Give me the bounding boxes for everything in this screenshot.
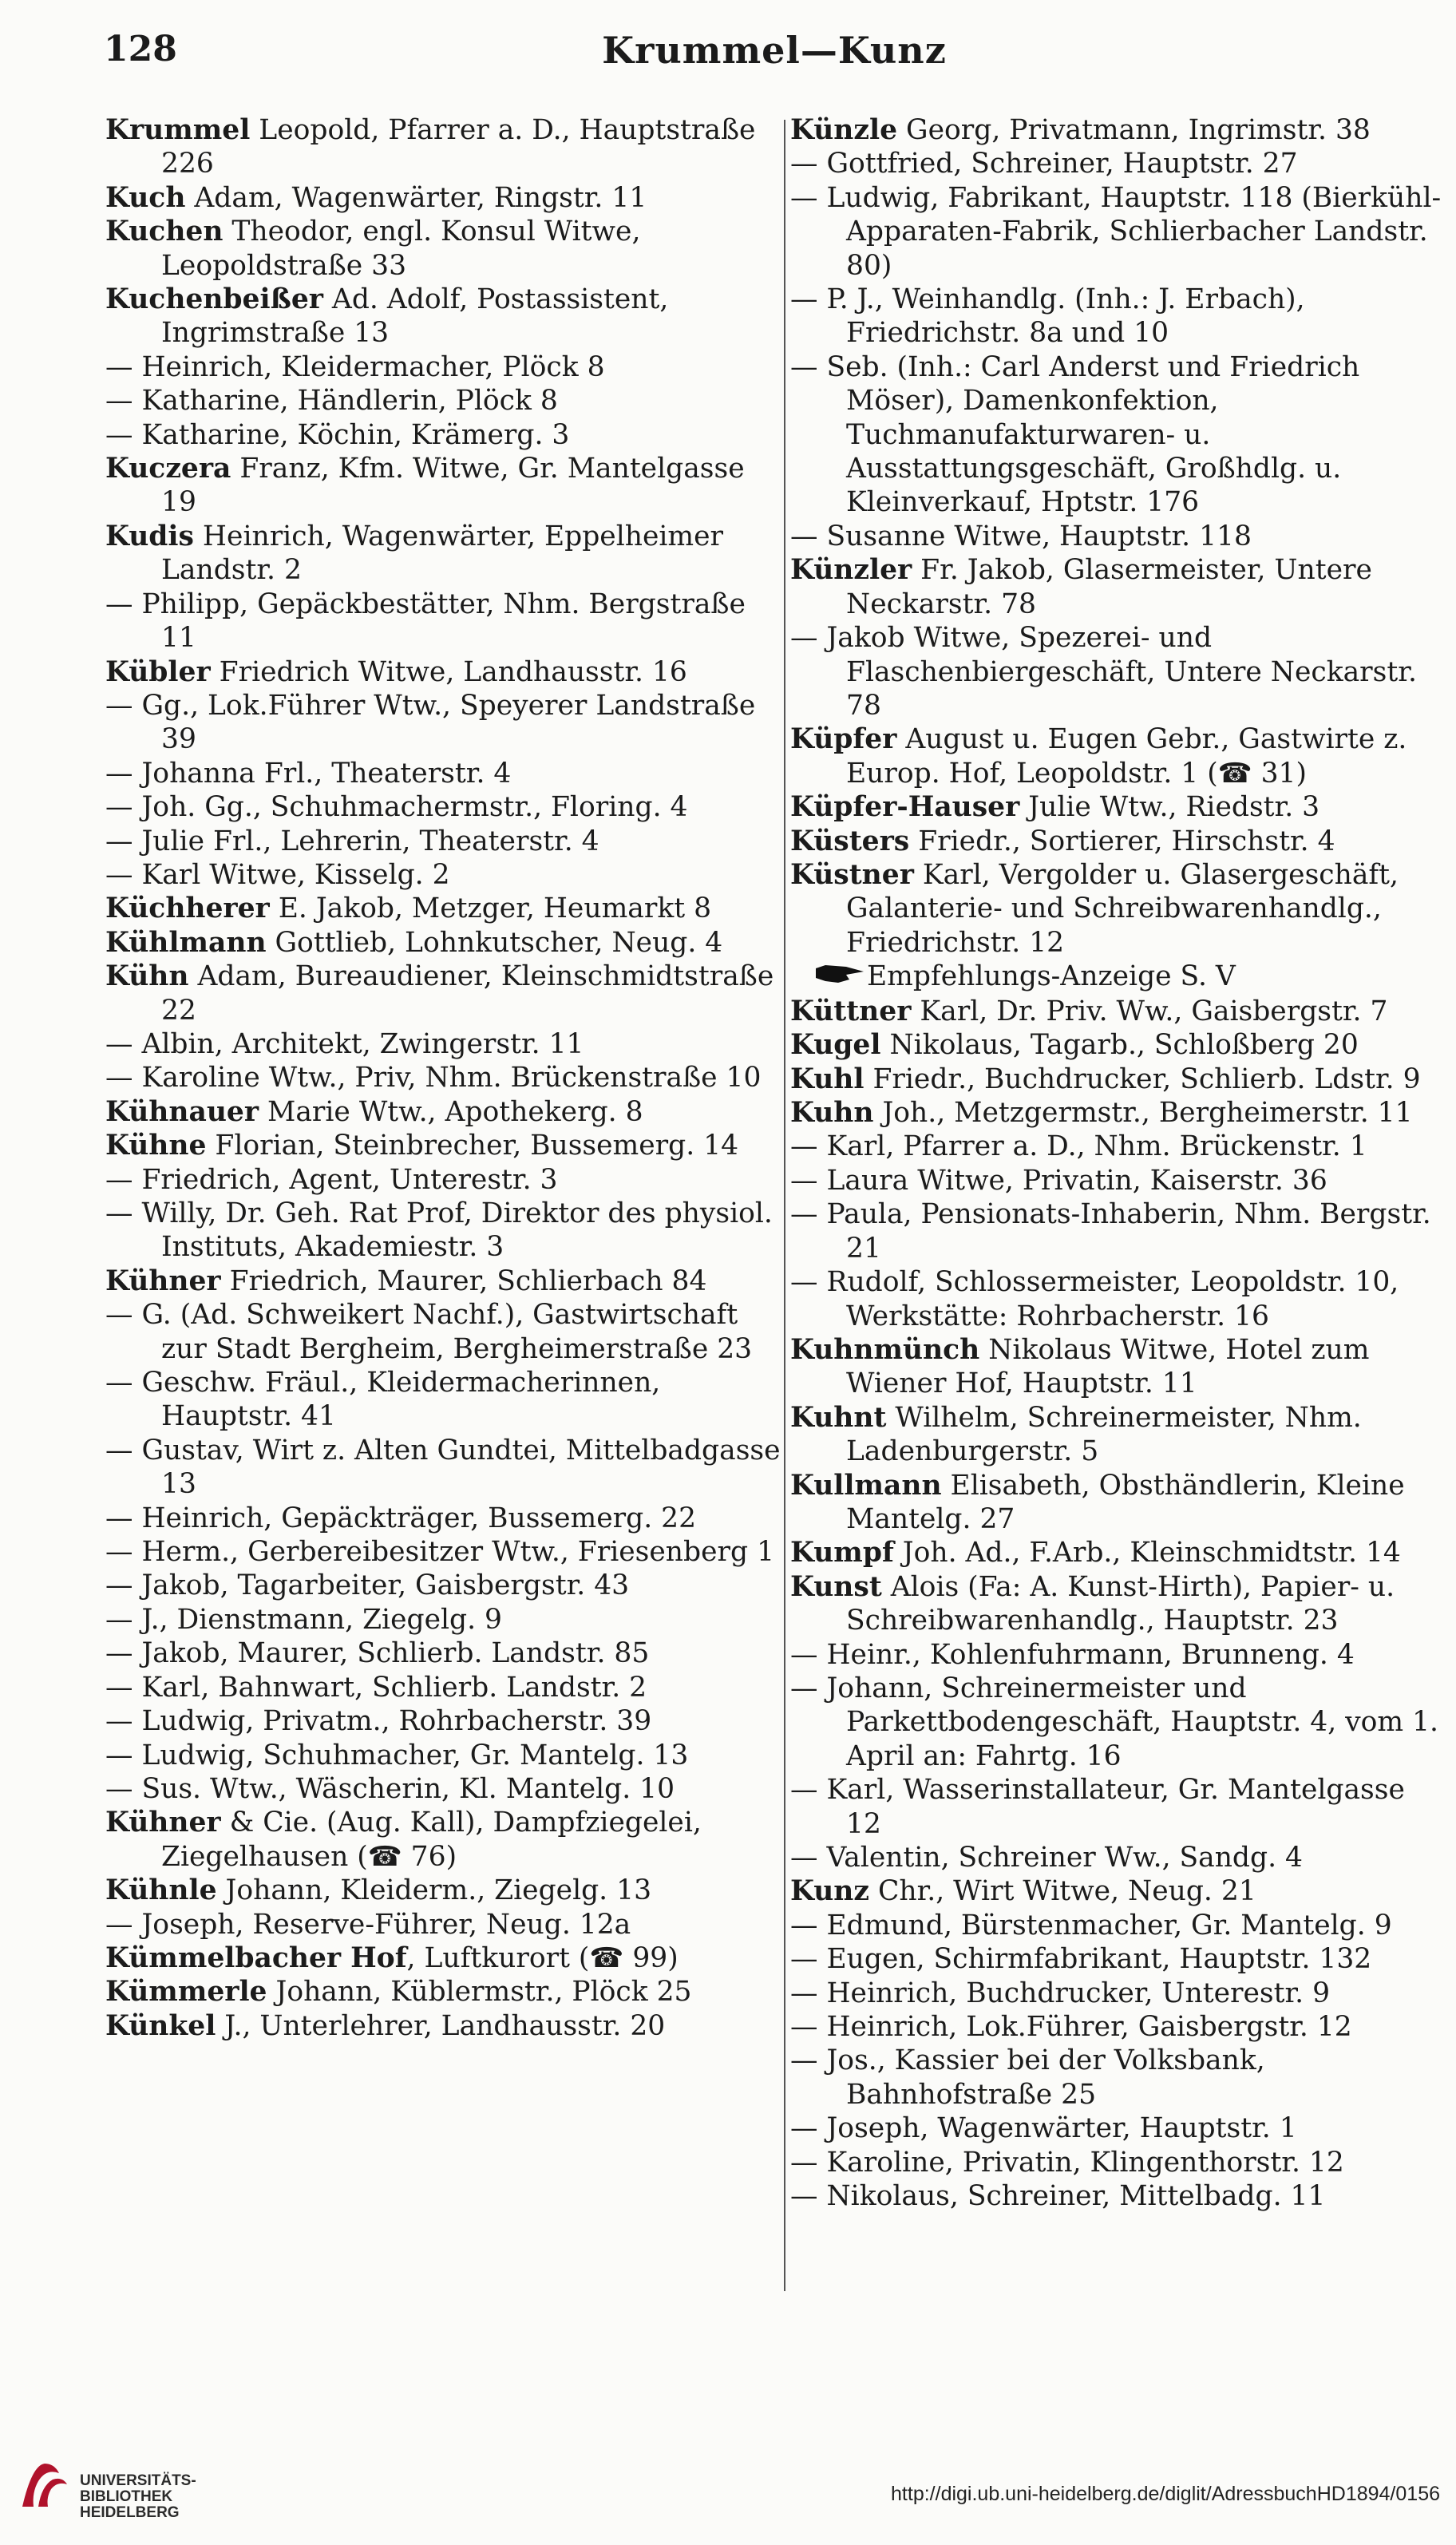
- entry-details: — Seb. (Inh.: Carl Anderst und Friedrich Möser), Damenkonfektion, Tuchmanufakturwaren- u. Ausstattungsgeschäft, Großhdlg. u. Kleinverkauf, Hptstr. 176: [790, 350, 1360, 519]
- directory-entry: [105, 1535, 781, 1569]
- entry-details: — Laura Witwe, Privatin, Kaiserstr. 36: [790, 1164, 1327, 1197]
- entry-details: Theodor, engl. Konsul Witwe, Leopoldstraße 33: [161, 216, 641, 282]
- entry-details: — Philipp, Gepäckbestätter, Nhm. Bergstraße 11: [105, 588, 746, 655]
- entry-details: Adam, Wagenwärter, Ringstr. 11: [185, 181, 647, 214]
- directory-entry: [790, 790, 1445, 824]
- directory-entry: [105, 1908, 781, 1941]
- entry-details: — Johann, Schreinermeister und Parkettbodengeschäft, Hauptstr. 4, vom 1. April an: Fahrtg. 16: [790, 1672, 1439, 1772]
- entry-details: — P. J., Weinhandlg. (Inh.: J. Erbach), Friedrichstr. 8a und 10: [790, 283, 1305, 350]
- directory-entry: [790, 1197, 1445, 1265]
- entry-details: — Valentin, Schreiner Ww., Sandg. 4: [790, 1842, 1303, 1874]
- directory-entry: [790, 147, 1445, 180]
- column-divider: [784, 120, 785, 2291]
- entry-details: — Ludwig, Privatm., Rohrbacherstr. 39: [105, 1705, 652, 1738]
- directory-entry: [790, 1570, 1445, 1638]
- entry-surname: Kühnauer: [105, 1095, 259, 1128]
- entry-details: — Heinrich, Buchdrucker, Unterestr. 9: [790, 1977, 1331, 2009]
- running-title: Krummel—Kunz: [602, 29, 947, 72]
- source-url[interactable]: http://digi.ub.uni-heidelberg.de/diglit/AdressbuchHD1894/0156: [891, 2483, 1440, 2505]
- directory-entry: [105, 588, 781, 655]
- entry-surname: Kühner: [105, 1265, 221, 1297]
- entry-surname: Kunst: [790, 1570, 882, 1603]
- entry-surname: Kullmann: [790, 1469, 942, 1502]
- entry-surname: Kümmelbacher Hof: [105, 1941, 407, 1974]
- entry-details: — Geschw. Fräul., Kleidermacherinnen, Hauptstr. 41: [105, 1367, 661, 1433]
- entry-details: — Gg., Lok.Führer Wtw., Speyerer Landstraße 39: [105, 689, 756, 756]
- entry-details: — Katharine, Händlerin, Plöck 8: [105, 385, 558, 418]
- entry-details: — Eugen, Schirmfabrikant, Hauptstr. 132: [790, 1943, 1372, 1976]
- entry-details: Adam, Bureaudiener, Kleinschmidtstraße 22: [161, 960, 774, 1027]
- entry-surname: Kühner: [105, 1807, 221, 1839]
- directory-entry: [105, 1671, 781, 1704]
- entry-details: Chr., Wirt Witwe, Neug. 21: [869, 1875, 1256, 1908]
- directory-entry: [105, 1129, 781, 1162]
- entry-details: — Karoline Wtw., Priv, Nhm. Brückenstraße 10: [105, 1062, 762, 1094]
- library-name: [80, 2473, 196, 2521]
- directory-entry: [790, 825, 1445, 858]
- entry-surname: Kugel: [790, 1029, 881, 1062]
- entry-details: — Edmund, Bürstenmacher, Gr. Mantelg. 9: [790, 1909, 1392, 1941]
- page-footer: [0, 2403, 1456, 2523]
- entry-surname: Küchherer: [105, 893, 270, 925]
- library-line: UNIVERSITÄTS-: [80, 2472, 196, 2489]
- entry-details: Heinrich, Wagenwärter, Eppelheimer Landstr. 2: [161, 520, 724, 587]
- directory-entry: [105, 1095, 781, 1129]
- directory-entry: [790, 722, 1445, 790]
- directory-entry: [790, 1909, 1445, 1942]
- directory-entry: [105, 1874, 781, 1907]
- directory-entry: [105, 1163, 781, 1197]
- entry-details: Karl, Vergolder u. Glasergeschäft, Galanterie- und Schreibwarenhandlg., Friedrichstr. 12: [846, 858, 1399, 959]
- directory-entry: [105, 1061, 781, 1094]
- directory-entry: [790, 1401, 1445, 1469]
- directory-entry: [105, 926, 781, 960]
- entry-surname: Kümmerle: [105, 1976, 267, 2009]
- entry-details: — Jos., Kassier bei der Volksbank, Bahnhofstraße 25: [790, 2044, 1265, 2111]
- entry-details: — Jakob, Maurer, Schlierb. Landstr. 85: [105, 1637, 650, 1670]
- directory-entry: [105, 1265, 781, 1298]
- entry-surname: Küttner: [790, 995, 912, 1027]
- entry-details: & Cie. (Aug. Kall), Dampfziegelei, Ziegelhausen (☎ 76): [161, 1807, 702, 1873]
- library-line: BIBLIOTHEK: [80, 2488, 173, 2505]
- entry-surname: Krummel: [105, 114, 251, 146]
- entry-details: August u. Eugen Gebr., Gastwirte z. Europ. Hof, Leopoldstr. 1 (☎ 31): [846, 723, 1407, 790]
- directory-entry: [790, 2112, 1445, 2145]
- entry-surname: Kuczera: [105, 453, 231, 485]
- entry-details: Wilhelm, Schreinermeister, Nhm. Ladenburgerstr. 5: [846, 1401, 1362, 1468]
- page-header: [104, 29, 1445, 77]
- entry-surname: Kühnle: [105, 1874, 217, 1907]
- directory-entry: [790, 1977, 1445, 2010]
- entry-details: — Joseph, Wagenwärter, Hauptstr. 1: [790, 2112, 1297, 2145]
- entry-details: Friedrich Witwe, Landhausstr. 16: [210, 655, 687, 688]
- entry-details: E. Jakob, Metzger, Heumarkt 8: [269, 893, 712, 925]
- entry-details: Elisabeth, Obsthändlerin, Kleine Mantelg. 27: [846, 1469, 1405, 1535]
- directory-entry: [790, 283, 1445, 350]
- directory-entry: [105, 452, 781, 520]
- directory-entry: [105, 757, 781, 790]
- entry-details: Georg, Privatmann, Ingrimstr. 38: [897, 114, 1371, 146]
- entry-details: , Luftkurort (☎ 99): [406, 1941, 679, 1974]
- directory-entry: [790, 1028, 1445, 1062]
- directory-entry: [105, 892, 781, 925]
- directory-entry: [105, 1637, 781, 1670]
- entry-details: — Karl, Pfarrer a. D., Nhm. Brückenstr. 1: [790, 1130, 1367, 1163]
- directory-entry: [105, 1772, 781, 1806]
- directory-entry: [105, 858, 781, 892]
- entry-details: Nikolaus, Tagarb., Schloßberg 20: [880, 1029, 1359, 1062]
- entry-surname: Künzler: [790, 554, 912, 587]
- directory-entry: [790, 1773, 1445, 1841]
- entry-details: — Paula, Pensionats-Inhaberin, Nhm. Bergstr. 21: [790, 1198, 1431, 1265]
- entry-surname: Kuhn: [790, 1097, 874, 1130]
- directory-entry: [790, 1469, 1445, 1537]
- directory-entry: [790, 1841, 1445, 1874]
- entry-surname: Kuhl: [790, 1063, 864, 1095]
- entry-surname: Künzle: [790, 114, 898, 146]
- directory-entry: [105, 215, 781, 283]
- directory-entry: [790, 2179, 1445, 2213]
- directory-entry: [790, 1063, 1445, 1096]
- directory-entry: [790, 1638, 1445, 1672]
- directory-entry: [105, 418, 781, 452]
- entry-details: — Heinrich, Lok.Führer, Gaisbergstr. 12: [790, 2011, 1352, 2044]
- directory-entry: [105, 1941, 781, 1975]
- entry-details: — Ludwig, Schuhmacher, Gr. Mantelg. 13: [105, 1739, 689, 1771]
- directory-entry: [790, 1096, 1445, 1130]
- directory-entry: [105, 1739, 781, 1772]
- entry-details: — Heinr., Kohlenfuhrmann, Brunneng. 4: [790, 1638, 1355, 1671]
- entry-details: Nikolaus Witwe, Hotel zum Wiener Hof, Hauptstr. 11: [846, 1333, 1370, 1400]
- directory-entry: [105, 1197, 781, 1265]
- directory-entry: [790, 181, 1445, 283]
- entry-surname: Kühn: [105, 960, 189, 993]
- directory-entry: [105, 520, 781, 588]
- directory-entry: [105, 689, 781, 757]
- entry-surname: Kunz: [790, 1875, 869, 1908]
- directory-entry: [790, 1130, 1445, 1163]
- entry-details: — Friedrich, Agent, Unterestr. 3: [105, 1163, 558, 1196]
- directory-entry: [790, 1164, 1445, 1197]
- entry-surname: Küpfer-Hauser: [790, 791, 1020, 824]
- entry-surname: Kudis: [105, 520, 194, 552]
- entry-surname: Kuchen: [105, 216, 224, 248]
- directory-entry: [105, 655, 781, 689]
- entry-details: Karl, Dr. Priv. Ww., Gaisbergstr. 7: [911, 995, 1388, 1027]
- directory-entry: [790, 1265, 1445, 1333]
- entry-surname: Künkel: [105, 2009, 216, 2042]
- university-library-logo-icon: [14, 2457, 73, 2516]
- entry-details: — Gottfried, Schreiner, Hauptstr. 27: [790, 148, 1298, 180]
- directory-entry: [105, 1975, 781, 2009]
- entry-details: Alois (Fa: A. Kunst-Hirth), Papier- u. Schreibwarenhandlg., Hauptstr. 23: [846, 1570, 1395, 1637]
- directory-entry: [105, 790, 781, 824]
- entry-surname: Kühlmann: [105, 926, 267, 959]
- entry-details: — Katharine, Köchin, Krämerg. 3: [105, 418, 570, 451]
- directory-entry: [790, 1874, 1445, 1908]
- entry-details: — Rudolf, Schlossermeister, Leopoldstr. 10, Werkstätte: Rohrbacherstr. 16: [790, 1266, 1399, 1332]
- directory-entry: [105, 113, 781, 181]
- entry-details: Friedr., Sortierer, Hirschstr. 4: [909, 825, 1335, 857]
- entry-details: — Karoline, Privatin, Klingenthorstr. 12: [790, 2146, 1344, 2179]
- entry-details: — Heinrich, Kleidermacher, Plöck 8: [105, 350, 605, 383]
- directory-entry: [105, 1502, 781, 1535]
- directory-entry: [105, 1704, 781, 1738]
- entry-details: — Ludwig, Fabrikant, Hauptstr. 118 (Bierkühl-Apparaten-Fabrik, Schlierbacher Landstr. 80): [790, 181, 1442, 282]
- entry-details: — J., Dienstmann, Ziegelg. 9: [105, 1603, 502, 1636]
- entry-details: Joh., Metzgermstr., Bergheimerstr. 11: [873, 1097, 1413, 1130]
- left-column: [105, 113, 781, 2297]
- page-number: 128: [104, 29, 177, 69]
- entry-details: — Julie Frl., Lehrerin, Theaterstr. 4: [105, 825, 599, 857]
- entry-surname: Kühne: [105, 1130, 207, 1162]
- directory-entry: [105, 825, 781, 858]
- directory-entry: [105, 1434, 781, 1502]
- directory-entry: [790, 113, 1445, 147]
- entry-surname: Küsters: [790, 825, 910, 857]
- entry-details: Leopold, Pfarrer a. D., Hauptstraße 226: [161, 114, 756, 180]
- directory-entry: [790, 858, 1445, 960]
- entry-details: Franz, Kfm. Witwe, Gr. Mantelgasse 19: [161, 453, 745, 519]
- entry-details: — Karl, Wasserinstallateur, Gr. Mantelgasse 12: [790, 1774, 1405, 1840]
- directory-entry: [790, 2146, 1445, 2179]
- entry-details: — Gustav, Wirt z. Alten Gundtei, Mittelbadgasse 13: [105, 1434, 781, 1501]
- entry-details: — Joh. Gg., Schuhmachermstr., Floring. 4: [105, 791, 688, 824]
- directory-entry: [105, 384, 781, 418]
- directory-entry: [790, 995, 1445, 1028]
- directory-entry: [105, 1569, 781, 1602]
- entry-surname: Kübler: [105, 655, 211, 688]
- directory-entry: [790, 1333, 1445, 1401]
- entry-details: J., Unterlehrer, Landhausstr. 20: [216, 2009, 666, 2042]
- directory-entry: [105, 1366, 781, 1434]
- entry-surname: Kuhnmünch: [790, 1333, 980, 1366]
- directory-entry: [790, 520, 1445, 553]
- advertisement-notice: [790, 960, 1445, 995]
- entry-details: Ad. Adolf, Postassistent, Ingrimstraße 13: [161, 283, 669, 350]
- entry-details: Friedrich, Maurer, Schlierbach 84: [220, 1265, 707, 1297]
- directory-entry: [105, 283, 781, 350]
- entry-surname: Küstner: [790, 858, 914, 891]
- directory-entry: [790, 2044, 1445, 2112]
- entry-details: — G. (Ad. Schweikert Nachf.), Gastwirtschaft zur Stadt Bergheim, Bergheimerstraße 23: [105, 1299, 753, 1365]
- directory-entry: [790, 621, 1445, 722]
- directory-entry: [105, 181, 781, 215]
- entry-details: Johann, Kleiderm., Ziegelg. 13: [216, 1874, 652, 1907]
- directory-entry: [105, 1027, 781, 1061]
- entry-details: — Jakob Witwe, Spezerei- und Flaschenbiergeschäft, Untere Neckarstr. 78: [790, 622, 1417, 722]
- entry-details: Empfehlungs-Anzeige S. V: [867, 960, 1236, 993]
- entry-details: — Herm., Gerbereibesitzer Wtw., Friesenberg 1: [105, 1536, 775, 1569]
- directory-entry: [790, 1942, 1445, 1976]
- entry-details: Johann, Küblermstr., Plöck 25: [267, 1976, 692, 2009]
- entry-details: Julie Wtw., Riedstr. 3: [1019, 791, 1320, 824]
- entry-details: — Sus. Wtw., Wäscherin, Kl. Mantelg. 10: [105, 1772, 675, 1805]
- entry-details: — Albin, Architekt, Zwingerstr. 11: [105, 1027, 584, 1060]
- entry-details: Fr. Jakob, Glasermeister, Untere Neckarstr. 78: [846, 554, 1372, 620]
- directory-entry: [105, 960, 781, 1027]
- directory-entry: [105, 2009, 781, 2043]
- directory-entry: [790, 1536, 1445, 1569]
- directory-entry: [105, 350, 781, 384]
- entry-details: — Jakob, Tagarbeiter, Gaisbergstr. 43: [105, 1569, 630, 1602]
- directory-entry: [105, 1806, 781, 1874]
- library-line: HEIDELBERG: [80, 2504, 180, 2521]
- entry-details: Gottlieb, Lohnkutscher, Neug. 4: [266, 926, 723, 959]
- entry-details: — Joseph, Reserve-Führer, Neug. 12a: [105, 1908, 631, 1941]
- entry-details: — Karl, Bahnwart, Schlierb. Landstr. 2: [105, 1671, 647, 1704]
- entry-details: — Nikolaus, Schreiner, Mittelbadg. 11: [790, 2180, 1326, 2213]
- directory-entry: [105, 1603, 781, 1637]
- entry-details: Friedr., Buchdrucker, Schlierb. Ldstr. 9: [864, 1063, 1421, 1095]
- entry-details: — Willy, Dr. Geh. Rat Prof, Direktor des physiol. Instituts, Akademiestr. 3: [105, 1197, 773, 1264]
- entry-surname: Kuch: [105, 181, 186, 214]
- entry-details: — Johanna Frl., Theaterstr. 4: [105, 757, 512, 790]
- entry-details: Marie Wtw., Apothekerg. 8: [259, 1095, 643, 1128]
- directory-entry: [790, 350, 1445, 520]
- right-column: [790, 113, 1445, 2297]
- entry-surname: Kuchenbeißer: [105, 283, 323, 316]
- entry-details: — Karl Witwe, Kisselg. 2: [105, 858, 450, 891]
- directory-entry: [105, 1298, 781, 1366]
- entry-details: — Susanne Witwe, Hauptstr. 118: [790, 520, 1252, 552]
- entry-surname: Kuhnt: [790, 1401, 887, 1434]
- pointing-hand-icon: [814, 960, 867, 994]
- entry-surname: Kumpf: [790, 1537, 894, 1569]
- directory-entry: [790, 553, 1445, 621]
- entry-details: — Heinrich, Gepäckträger, Bussemerg. 22: [105, 1502, 697, 1534]
- directory-entry: [790, 2010, 1445, 2044]
- entry-details: Joh. Ad., F.Arb., Kleinschmidtstr. 14: [893, 1537, 1401, 1569]
- entry-details: Florian, Steinbrecher, Bussemerg. 14: [206, 1130, 739, 1162]
- entry-surname: Küpfer: [790, 723, 897, 756]
- directory-entry: [790, 1672, 1445, 1773]
